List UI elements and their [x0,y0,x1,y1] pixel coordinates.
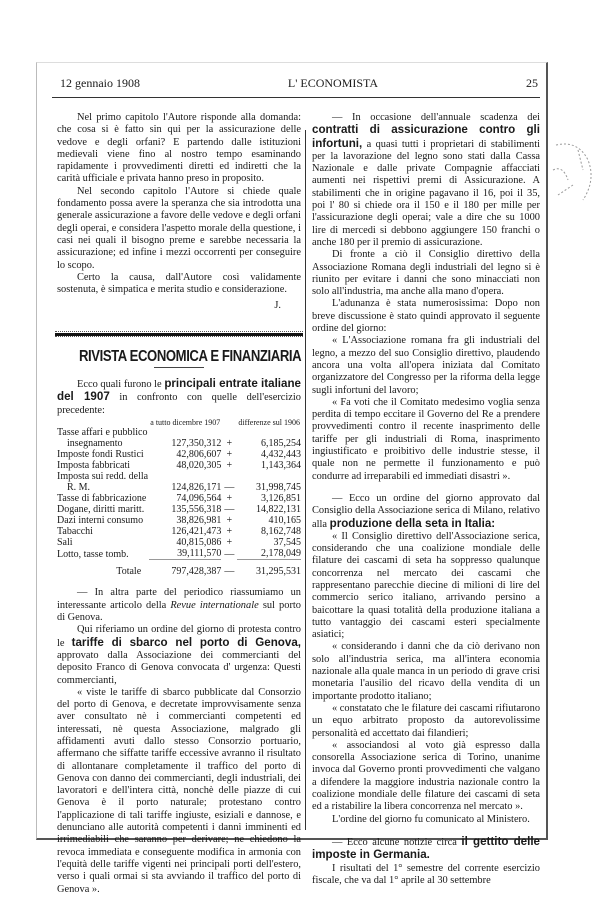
table-row [57,548,301,560]
text-run: « viste le tariffe di sbarco pubblicate dal Consorzio del porto di Genova, e decretate improvvisamente senza aver consultato nè i commercianti competenti ed interessati, nè questa Associazione, malgrado gli affidamenti avuti dallo stesso Consorzio portuario, affermano che siffatte tariffe eccessive avranno il risultato di allontanare completamente il traffico del porto di Genova con danno dei commercianti, degli industriali, dei lavoratori e dell'intera città, nonchè delle piazze di cui Genova è il porto naturale; protestano contro l'applicazione di tali tariffe ingiuste, esiziali e dannose, e denunciano alle autorità competenti i danni imminenti ed irrimediabili che saranno per derivare; ne chiedono la revoca immediata e conseguente modifica in armonia con l'equità delle tariffe vigenti nei principali porti dell'estero, verso i quali ormai si sta avviando il traffico del porto di Genova ». [57,686,301,895]
row-label: Imposte fondi Rustici [57,449,144,461]
running-header [60,76,538,91]
text-run: L'adunanza è stata numerosissima: Dopo non breve discussione è stato quindi approvato il seguente ordine del giorno: [312,298,540,335]
issue-date: 12 gennaio 1908 [60,76,140,90]
row-label: insegnamento [67,438,123,450]
text-run: sul porto di Genova. [57,599,301,624]
table-row [57,482,301,493]
row-diff: 37,545 [273,537,301,549]
row-sign: + [226,537,233,549]
paragraph [312,397,540,483]
text-run: approvato dalla Associazione dei commercianti del deposito Franco di Genova convocata d' urgenza: Questi commercianti, [57,649,301,686]
total-label: Totale [116,566,142,578]
section-title-rule [154,367,204,368]
text-run: I risultati del 1° semestre del corrente esercizio fiscale, che va dal 1° aprile al 30 settembre [312,862,540,886]
row-label: Lotto, tasse tomb. [57,548,129,560]
row-label: Tasse affari e pubblico [57,427,148,439]
table-row [57,515,301,526]
paragraph [312,863,540,888]
text-run: Nel secondo capitolo l'Autore si chiede quale fondamento possa avere la speranza che sia introdotta una generale assicurazione a favore delle vedove e degli orfani degli operai, e considera l'aspetto morale della questione, i casi nei quali il bisogno preme e sarebbe necessaria la assicurazione; ed infine i mezzi occorrenti per conseguire lo scopo. [57,185,301,271]
row-label: Imposta fabbricati [57,460,131,472]
row-diff: 31,998,745 [256,482,301,494]
page-number: 25 [525,76,538,90]
table-row [57,504,301,515]
column-header-diff: differenze sul 1906 [238,417,300,427]
row-value: 48,020,305 [176,460,222,472]
paragraph [312,249,540,298]
headline-phrase: principali entrate italiane del 1907 [57,377,301,404]
row-label: Dogane, diritti maritt. [57,504,145,516]
headline-phrase: il gettito delle imposte in Germania. [312,834,540,862]
row-sign: + [226,493,233,505]
row-label: Dazi interni consumo [57,515,144,527]
headline-phrase: produzione della seta in Italia: [329,516,496,530]
table-row-label-line [57,471,301,482]
table-row [57,526,301,537]
table-row [57,537,301,548]
headline-phrase: tariffe di sbarco nel porto di Genova, [71,635,301,649]
column-header-value: a tutto dicembre 1907 [150,417,221,427]
row-sign: + [226,460,233,472]
paragraph [57,378,301,417]
right-column [312,112,540,887]
text-run: « associandosi al voto già espresso dalla consorella Associazione serica di Torino, unanime invoca dal Governo pronti provvedimenti che valgano a difendere la maggiore industria nazionale contro la coalizione mondiale delle filature dei cascami di seta ed a ristabilire la libera concorrenza nel mercato ». [312,739,540,813]
row-label: Sali [57,537,73,549]
paragraph [312,836,540,863]
text-run: Certo la causa, dall'Autore così validamente sostenuta, è simpatica e merita studio e considerazione. [57,271,301,296]
text-run: Nel primo capitolo l'Autore risponde alla domanda: che cosa si è fatto sin qui per la assicurazione delle vedove e degli orfani? E partendo dalle istituzioni medievali viene fino al nostro tempo esaminando rapidamente i provvedimenti diretti ed indiretti che la carità ufficiale e privata hanno preso in proposito. [57,112,301,185]
text-run: in confronto con quelle dell'esercizio precedente: [57,392,301,416]
section-title: RIVISTA ECONOMICA E FINANZIARIA [78,347,302,365]
row-value: 127,350,312 [171,438,222,450]
paragraph [312,703,540,740]
paragraph [312,335,540,396]
row-value: 126,421,473 [171,526,222,538]
row-value: 124,826,171 [171,482,222,494]
paragraph [312,112,540,249]
row-label: Imposta sui redd. della [57,471,149,483]
row-sign: + [226,526,233,538]
text-run: — Ecco un ordine del giorno approvato dal Consiglio della Associazione serica di Milano, relativo alla [312,492,540,530]
row-value: 74,096,564 [176,493,222,505]
text-run: « constatato che le filature dei cascami rifiutarono un equo arbitrato proposto da autorevolissime personalità ed accettato dai filandieri; [312,702,541,739]
revenue-table [57,419,301,578]
paragraph [312,493,540,531]
paragraph [312,740,540,814]
paragraph [312,641,540,702]
journal-title: L' ECONOMISTA [287,76,379,90]
row-value: 39,111,570 [177,548,222,560]
text-run: « Fa voti che il Comitato medesimo voglia senza perdita di tempo eccitare il Governo del Re a prendere provvedimenti contro il recente inasprimento delle tariffe per gli industriali di Roma, inasprimento ingiustificato e proibitivo delle industrie stesse, il quale non ne permette il funzionamento e può condurre ad irreparabili ed immediati disastri ». [312,396,540,482]
text-run: « Il Consiglio direttivo dell'Associazione serica, considerando che una coalizione mondiale delle filature dei cascami di seta ha soppresso qualunque concorrenza nel mercato dei cascami che rappresentano parecchie diecine di milioni di lire del commercio serico italiano, arrivando persino a baicottare la quasi totalità della produzione italiana a tutto vantaggio dei cascami esteri specialmente asiatici; [312,530,540,641]
row-sign: — [224,504,235,516]
row-sign: — [224,548,235,560]
ink-stamp-mark [548,140,598,215]
row-value: 38,826,981 [176,515,222,527]
text-run: L'ordine del giorno fu comunicato al Ministero. [332,813,530,825]
row-sign: — [224,482,235,494]
text-run: Qui riferiamo un ordine del giorno di protesta contro le [57,624,301,649]
row-diff: 410,165 [268,515,301,527]
row-diff: 4,432,443 [261,449,301,461]
author-signature: J. [274,300,281,312]
row-diff: 14,822,131 [256,504,301,516]
row-label: Tasse di fabbricazione [57,493,147,505]
row-diff: 2,178,049 [261,548,301,560]
column-divider [305,130,306,830]
paragraph [312,531,540,642]
text-run: Di fronte a ciò il Consiglio direttivo della Associazione Romana degli industriali del legno si è riunito per evitare i danni che sono minacciati non solo all'industria, ma anche alla mano d'opera. [312,249,540,298]
total-sign: — [224,566,235,578]
text-run: — In altra parte del periodico riassumiamo un interessante articolo della [57,587,301,611]
text-run: « L'Associazione romana fra gli industriali del legno, a mezzo del suo Consiglio direttivo, plaudendo ancora una volta all'opera iniziata dal Comitato organizzatore del Congresso per la riforma della legge sugli infortuni del lavoro; [312,335,540,396]
text-run: — Ecco alcune notizie circa [332,836,462,848]
row-value: 42,806,607 [176,449,222,461]
total-diff: 31,295,531 [237,560,301,578]
italic-title: Revue internationale [170,599,259,611]
paragraph [312,298,540,335]
row-value: 135,556,318 [171,504,222,516]
row-diff: 6,185,254 [261,438,301,450]
paragraph [57,186,301,272]
text-run: — In occasione dell'annuale scadenza dei [332,112,540,123]
paragraph [57,624,301,686]
row-sign: + [226,438,233,450]
paragraph [57,587,301,624]
text-run: « considerando i danni che da ciò derivano non solo all'industria serica, ma all'intera economia nazionale alla quale manca in un periodo di grave crisi monetaria l'ausilio del ricavo della vendita di un importante prodotto italiano; [312,641,540,702]
paragraph [57,272,301,297]
text-run: a quasi tutti i proprietari di stabilimenti per la lavorazione del legno sono stati dalla Cassa Nazionale e dalle private Compagnie affacciati aumenti nei rispettivi premi di Assicurazione. A stabilimenti che in origine pagavano il 16, poi il 35, poi l' 80 si chiede ora il 150 e il 180 per mille per l'assicurazione degli operai; vale a dire che su 1000 lire di mercedi si debbono aggiungere 150 franchi o anche 180 per il premio di assicurazione. [312,138,540,248]
table-row [57,449,301,460]
table-row [57,460,301,471]
table-row [57,438,301,449]
row-diff: 8,162,748 [261,526,301,538]
header-rule [52,97,540,98]
total-value: 797,428,387 [149,560,221,578]
row-value: 40,815,086 [176,537,222,549]
table-row-label-line [57,427,301,438]
paragraph [57,112,301,186]
text-run: Ecco quali furono le [77,379,165,391]
headline-phrase: contratti di assicurazione contro gli infortuni, [312,123,540,150]
row-sign: + [226,449,233,461]
row-label: R. M. [67,482,91,494]
paragraph [312,814,540,826]
table-row [57,493,301,504]
table-total-row [57,560,301,578]
row-label: Tabacchi [57,526,93,538]
row-sign: + [226,515,233,527]
row-diff: 3,126,851 [261,493,301,505]
section-rule-dotted [55,336,303,337]
paragraph [57,687,301,896]
row-diff: 1,143,364 [261,460,301,472]
left-column [57,112,301,896]
